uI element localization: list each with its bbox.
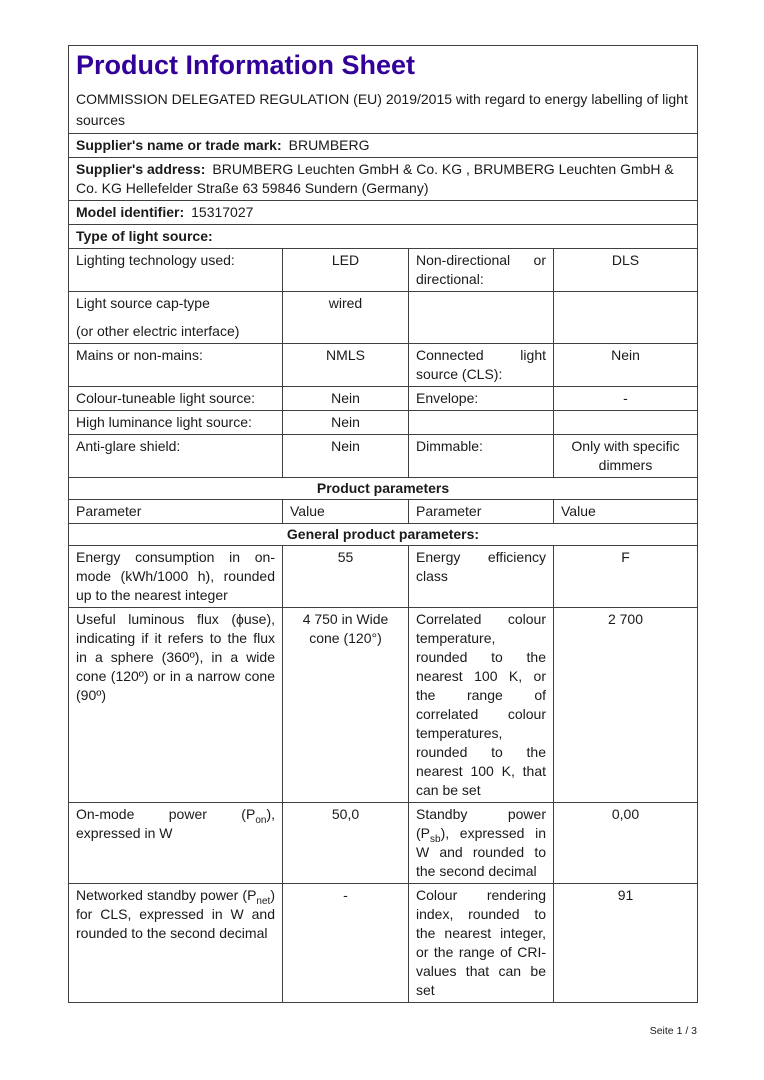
value-cell: 91: [554, 884, 698, 1003]
value-cell: LED: [283, 249, 409, 292]
model-identifier-value: 15317027: [191, 204, 254, 220]
supplier-name-value: BRUMBERG: [288, 137, 370, 153]
value-cell: DLS: [554, 249, 698, 292]
value-cell: Nein: [283, 411, 409, 435]
value-cell: NMLS: [283, 344, 409, 387]
param-cell: Standby power $(P_{sb})$, expressed in W and rounded to the second decimal: [409, 803, 554, 884]
table-row: [69, 803, 698, 884]
column-header: Value: [554, 500, 698, 524]
value-cell: -: [283, 884, 409, 1003]
param-cell: Envelope:: [409, 387, 554, 411]
table-row: [69, 546, 698, 608]
param-cell: Colour rendering index, rounded to the nearest integer, or the range of CRI-values that can be set: [409, 884, 554, 1003]
value-cell: F: [554, 546, 698, 608]
page-number: Seite 1 / 3: [649, 1025, 697, 1037]
value-cell: 50,0: [283, 803, 409, 884]
supplier-name-label: Supplier's name or trade mark:: [76, 137, 282, 153]
section-title: Product parameters: [69, 478, 698, 500]
page-title: Product Information Sheet: [76, 50, 416, 80]
type-of-light-source-label: Type of light source:: [76, 228, 213, 244]
empty-cell: [409, 411, 554, 435]
value-cell: 55: [283, 546, 409, 608]
general-parameters-header: [69, 524, 698, 546]
param-cell: Non-directional or directional:: [409, 249, 554, 292]
table-row: [69, 411, 698, 435]
table-row: [69, 608, 698, 803]
empty-cell: [554, 292, 698, 344]
type-of-light-source-row: [69, 225, 698, 249]
param-cell: Correlated colour temperature, rounded to the nearest 100 K, or the range of correlated colour temperatures, rounded to the nearest 100 K, that can be set: [409, 608, 554, 803]
product-parameters-header: [69, 478, 698, 500]
model-identifier-row: [69, 201, 698, 225]
table-row: [69, 344, 698, 387]
supplier-address-value: BRUMBERG Leuchten GmbH & Co. KG , BRUMBERG Leuchten GmbH & Co. KG Hellefelder Straße 63 59846 Sundern (Germany): [76, 161, 674, 196]
value-cell: 2 700: [554, 608, 698, 803]
table-row: [69, 387, 698, 411]
model-identifier-label: Model identifier:: [76, 204, 185, 220]
param-cell: Anti-glare shield:: [69, 435, 283, 478]
table-row: [69, 249, 698, 292]
param-cell: Colour-tuneable light source:: [69, 387, 283, 411]
param-cell: Mains or non-mains:: [69, 344, 283, 387]
header-row: [69, 46, 698, 134]
supplier-name-row: [69, 134, 698, 158]
section-title: General product parameters:: [69, 524, 698, 546]
table-row: [69, 435, 698, 478]
param-line: (or other electric interface): [76, 323, 240, 339]
value-cell: wired: [283, 292, 409, 344]
param-cell: [69, 292, 283, 344]
subscript: net: [256, 895, 271, 907]
column-header: Value: [283, 500, 409, 524]
param-cell: Dimmable:: [409, 435, 554, 478]
param-cell: On-mode power $(P_{on})$, expressed in W: [69, 803, 283, 884]
param-cell: Networked standby power $(P_{net})$ for CLS, expressed in W and rounded to the second decimal: [69, 884, 283, 1003]
regulation-text: COMMISSION DELEGATED REGULATION (EU) 2019/2015 with regard to energy labelling of light sources: [76, 91, 688, 128]
param-cell: Lighting technology used:: [69, 249, 283, 292]
supplier-address-label: Supplier's address:: [76, 161, 206, 177]
value-cell: Nein: [283, 387, 409, 411]
value-cell: -: [554, 387, 698, 411]
table-row: [69, 292, 698, 344]
param-cell: Energy efficiency class: [409, 546, 554, 608]
param-cell: Connected light source (CLS):: [409, 344, 554, 387]
empty-cell: [409, 292, 554, 344]
param-line: Light source cap-type: [76, 295, 210, 311]
empty-cell: [554, 411, 698, 435]
value-cell: Nein: [554, 344, 698, 387]
product-info-table: [68, 45, 698, 1003]
subscript: sb: [430, 833, 441, 845]
value-cell: Nein: [283, 435, 409, 478]
value-cell: 4 750 in Wide cone (120°): [283, 608, 409, 803]
supplier-address-row: [69, 158, 698, 201]
value-cell: Only with specific dimmers: [554, 435, 698, 478]
table-row: [69, 884, 698, 1003]
param-cell: High luminance light source:: [69, 411, 283, 435]
column-header: Parameter: [69, 500, 283, 524]
param-cell: Useful luminous flux (ϕuse), indicating if it refers to the flux in a sphere (360º), in a wide cone (120º) or in a narrow cone (90º): [69, 608, 283, 803]
column-header: Parameter: [409, 500, 554, 524]
param-cell: Energy consumption in on-mode (kWh/1000 h), rounded up to the nearest integer: [69, 546, 283, 608]
value-cell: 0,00: [554, 803, 698, 884]
subscript: on: [255, 814, 267, 826]
column-header-row: [69, 500, 698, 524]
